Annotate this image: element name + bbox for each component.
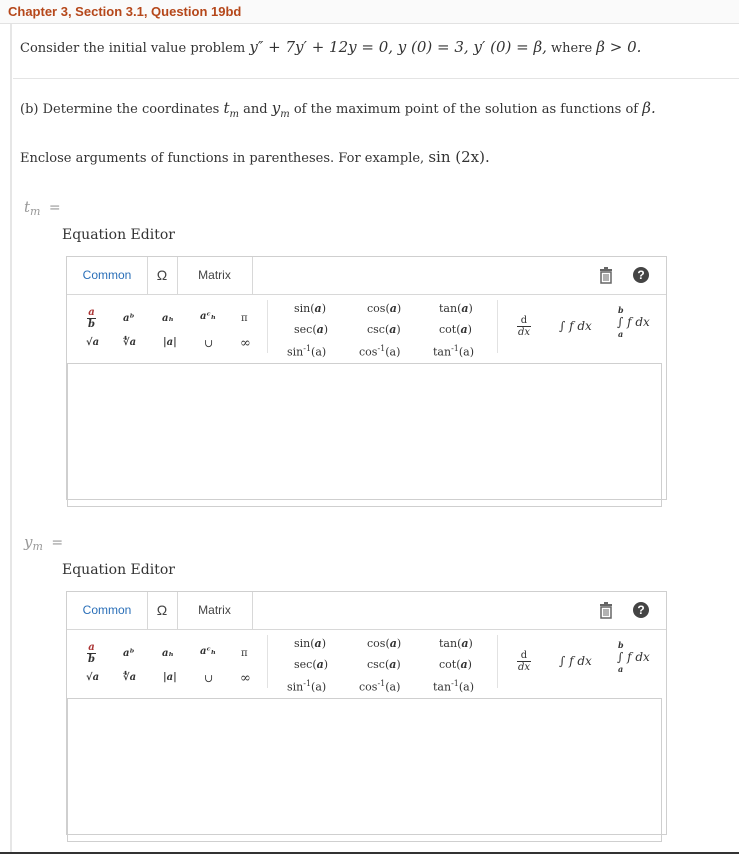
sec-button[interactable]: sec(a) <box>294 658 329 671</box>
infinity-button[interactable]: ∞ <box>240 671 251 686</box>
tab-matrix[interactable]: Matrix <box>177 592 253 629</box>
tab-common[interactable]: Common <box>67 592 148 629</box>
subsup-button[interactable]: aᶜₕ <box>200 311 216 322</box>
ym-symbol: $y_m$ <box>271 99 290 120</box>
csc-button[interactable]: csc(a) <box>367 323 401 336</box>
hint-example: sin (2x). <box>428 148 490 166</box>
integral-button[interactable]: ∫ f dx <box>559 319 592 333</box>
sec-button[interactable]: sec(a) <box>294 323 329 336</box>
problem-condition: β > 0. <box>596 38 642 56</box>
hint-text: Enclose arguments of functions in parentheses. For example, <box>20 151 425 166</box>
derivative-button[interactable]: d dx <box>517 650 531 673</box>
palette-separator <box>267 300 268 353</box>
chapter-title: Chapter 3, Section 3.1, Question 19bd <box>8 4 242 19</box>
subsup-button[interactable]: aᶜₕ <box>200 646 216 657</box>
tm-symbol: $t_m$ <box>223 99 239 120</box>
atan-button[interactable]: $\tan^{-1}(a)$ <box>433 344 475 359</box>
editor-tabbar <box>67 592 666 630</box>
abs-button[interactable]: |a| <box>163 337 177 348</box>
csc-button[interactable]: csc(a) <box>367 658 401 671</box>
union-button[interactable]: ∪ <box>204 672 214 685</box>
definite-integral-button[interactable]: b ∫ f dx a <box>617 305 650 339</box>
palette-separator <box>267 635 268 688</box>
palette-separator <box>497 635 498 688</box>
equation-editor-title: Equation Editor <box>62 562 175 578</box>
tan-button[interactable]: tan(a) <box>439 302 473 315</box>
divider <box>13 78 739 79</box>
cos-button[interactable]: cos(a) <box>367 302 402 315</box>
infinity-button[interactable]: ∞ <box>240 336 251 351</box>
integral-button[interactable]: ∫ f dx <box>559 654 592 668</box>
tab-symbols[interactable]: Ω <box>147 257 178 294</box>
hint <box>20 148 490 166</box>
sqrt-button[interactable]: √a <box>86 337 100 348</box>
palette-separator <box>497 300 498 353</box>
sqrt-button[interactable]: √a <box>86 672 100 683</box>
fraction-button[interactable]: a b <box>88 642 95 665</box>
definite-integral-button[interactable]: b ∫ f dx a <box>617 640 650 674</box>
beta-symbol: β. <box>642 99 656 117</box>
subscript-button[interactable]: aₕ <box>162 648 174 659</box>
acos-button[interactable]: $\cos^{-1}(a)$ <box>359 344 401 359</box>
pi-button[interactable]: π <box>241 648 248 659</box>
pi-button[interactable]: π <box>241 313 248 324</box>
help-icon[interactable]: ? <box>633 602 649 618</box>
atan-button[interactable]: $\tan^{-1}(a)$ <box>433 679 475 694</box>
equation-input-area[interactable] <box>67 698 662 842</box>
tab-common[interactable]: Common <box>67 257 148 294</box>
part-b-statement <box>20 99 656 120</box>
answer-label-ym: $y_m$ = <box>24 533 64 553</box>
power-button[interactable]: aᵇ <box>123 648 135 659</box>
problem-lead: Consider the initial value problem <box>20 41 246 56</box>
part-b-text2: of the maximum point of the solution as functions of <box>293 102 639 117</box>
sin-button[interactable]: sin(a) <box>294 637 326 650</box>
problem-statement <box>20 38 641 56</box>
asin-button[interactable]: $\sin^{-1}(a)$ <box>287 344 327 359</box>
nthroot-button[interactable]: ∜a <box>123 337 137 348</box>
problem-where: where <box>551 41 593 56</box>
part-b-label: (b) <box>20 102 39 117</box>
nthroot-button[interactable]: ∜a <box>123 672 137 683</box>
tab-matrix[interactable]: Matrix <box>177 257 253 294</box>
editor-tabbar <box>67 257 666 295</box>
fraction-button[interactable]: a b <box>88 307 95 330</box>
tan-button[interactable]: tan(a) <box>439 637 473 650</box>
asin-button[interactable]: $\sin^{-1}(a)$ <box>287 679 327 694</box>
sin-button[interactable]: sin(a) <box>294 302 326 315</box>
left-border <box>10 24 12 854</box>
subscript-button[interactable]: aₕ <box>162 313 174 324</box>
cos-button[interactable]: cos(a) <box>367 637 402 650</box>
tab-symbols[interactable]: Ω <box>147 592 178 629</box>
derivative-button[interactable]: d dx <box>517 315 531 338</box>
question-header <box>0 0 739 24</box>
help-icon[interactable]: ? <box>633 267 649 283</box>
part-b-and: and <box>243 102 268 117</box>
cot-button[interactable]: cot(a) <box>439 323 472 336</box>
trash-icon[interactable] <box>599 602 613 619</box>
equation-input-area[interactable] <box>67 363 662 507</box>
equation-editor-title: Equation Editor <box>62 227 175 243</box>
acos-button[interactable]: $\cos^{-1}(a)$ <box>359 679 401 694</box>
equation-editor <box>66 256 667 500</box>
trash-icon[interactable] <box>599 267 613 284</box>
answer-label-tm: $t_m$ = <box>24 198 61 218</box>
power-button[interactable]: aᵇ <box>123 313 135 324</box>
cot-button[interactable]: cot(a) <box>439 658 472 671</box>
problem-equation: y″ + 7y′ + 12y = 0, y (0) = 3, y′ (0) = β, <box>249 38 547 56</box>
equation-editor <box>66 591 667 835</box>
part-b-text1: Determine the coordinates <box>42 102 220 117</box>
abs-button[interactable]: |a| <box>163 672 177 683</box>
union-button[interactable]: ∪ <box>204 337 214 350</box>
